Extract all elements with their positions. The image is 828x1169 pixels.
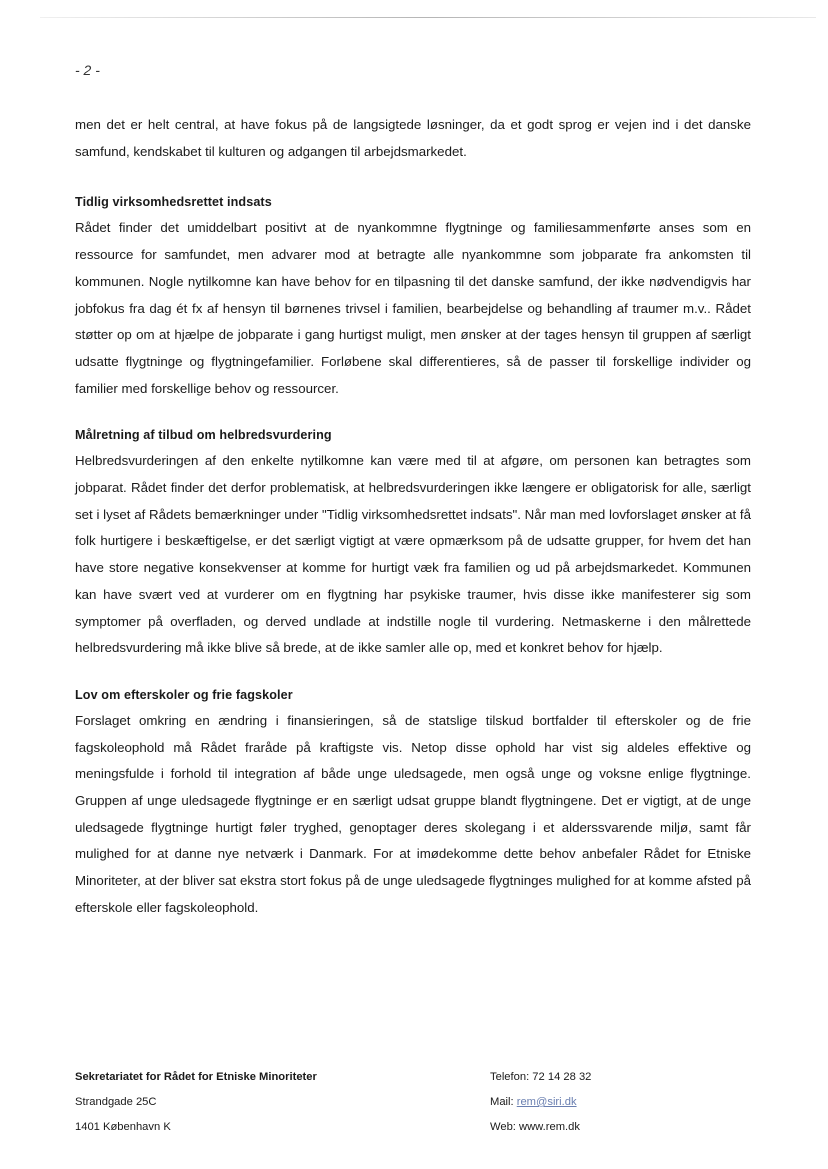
section-efterskoler <box>75 686 751 922</box>
section-heading: Lov om efterskoler og frie fagskoler <box>75 687 293 702</box>
footer-phone: Telefon: 72 14 28 32 <box>490 1071 592 1083</box>
section-heading: Målretning af tilbud om helbredsvurdering <box>75 428 332 443</box>
footer-contact <box>490 1065 591 1140</box>
intro-paragraph: men det er helt central, at have fokus på de langsigtede løsninger, da et godt sprog er vejen ind i det danske samfund, kendskabet til kulturen og adgangen til arbejdsmarkedet. <box>75 117 751 159</box>
section-paragraph: Helbredsvurderingen af den enkelte nytilkomne kan være med til at afgøre, om personen kan betragtes som jobparat. Rådet finder det derfor problematisk, at helbredsvurderingen ikke længere er obligatorisk for alle, særligt set i lyset af Rådets bemærkninger under "Tidlig virksomhedsrettet indsats". Når man med lovforslaget ønsker at få folk hurtigere i beskæftigelse, er det særligt vigtigt at være opmærksom på de udsatte grupper, for hvem det han have store negative konsekvenser at komme for hurtigt væk fra familien og ud på arbejdsmarkedet. Kommunen kan have svært ved at vurderer om en flygtning har psykiske traumer, hvis disse ikke manifesterer sig som symptomer på overfladen, og derved undlade at indstille nogle til vurdering. Netmaskerne i den målrettede helbredsvurdering må ikke blive så brede, at de ikke samler alle op, med et konkret behov for hjælp. <box>75 453 751 656</box>
section-heading: Tidlig virksomhedsrettet indsats <box>75 195 272 210</box>
section-tidlig-indsats <box>75 193 751 402</box>
footer-web: Web: www.rem.dk <box>490 1121 580 1133</box>
footer-city: 1401 København K <box>75 1121 171 1133</box>
footer-mail-link[interactable]: rem@siri.dk <box>516 1096 577 1108</box>
footer-address <box>75 1065 317 1140</box>
footer-mail-label: Mail: <box>490 1096 517 1108</box>
footer-street: Strandgade 25C <box>75 1096 157 1108</box>
document-body <box>75 112 751 946</box>
scan-edge-line <box>40 17 816 18</box>
footer-mail-line <box>490 1090 591 1115</box>
section-paragraph: Forslaget omkring en ændring i finansieringen, så de statslige tilskud bortfalder til efterskoler og de frie fagskoleophold må Rådet fraråde på kraftigste vis. Netop disse ophold har vist sig aldeles effektive og meningsfulde i forhold til integration af både unge uledsagede, men også unge og voksne enlige flygtninge. Gruppen af unge uledsagede flygtninge er en særligt udsat gruppe blandt flygtningene. Det er vigtigt, at de unge uledsagede flygtninge hurtigt føler tryghed, genoptager deres skolegang i et alderssvarende miljø, samt får mulighed for at danne nye netværk i Danmark. For at imødekomme dette behov anbefaler Rådet for Etniske Minoriteter, at der bliver sat ekstra stort fokus på de unge uledsagede flygtninges mulighed for at komme afsted på efterskole eller fagskoleophold. <box>75 712 751 915</box>
section-helbredsvurdering <box>75 426 751 662</box>
footer-organization: Sekretariatet for Rådet for Etniske Minoriteter <box>75 1071 317 1083</box>
page-number: - 2 - <box>75 62 100 78</box>
section-paragraph: Rådet finder det umiddelbart positivt at de nyankommne flygtninge og familiesammenførte anses som en ressource for samfundet, men advarer mod at betragte alle nyankommne som jobparate fra ankomsten til kommunen. Nogle nytilkomne kan have behov for en tilpasning til det danske samfund, der ikke nødvendigvis har jobfokus fra dag ét fx af hensyn til børnenes trivsel i familien, bearbejdelse og behandling af traumer m.v.. Rådet støtter op om at hjælpe de jobparate i gang hurtigst muligt, men ønsker at der tages hensyn til gruppen af særligt udsatte flygtninge og flygtningefamilier. Forløbene skal differentieres, så de passer til forskellige individer og familier med forskellige behov og ressourcer. <box>75 220 751 396</box>
